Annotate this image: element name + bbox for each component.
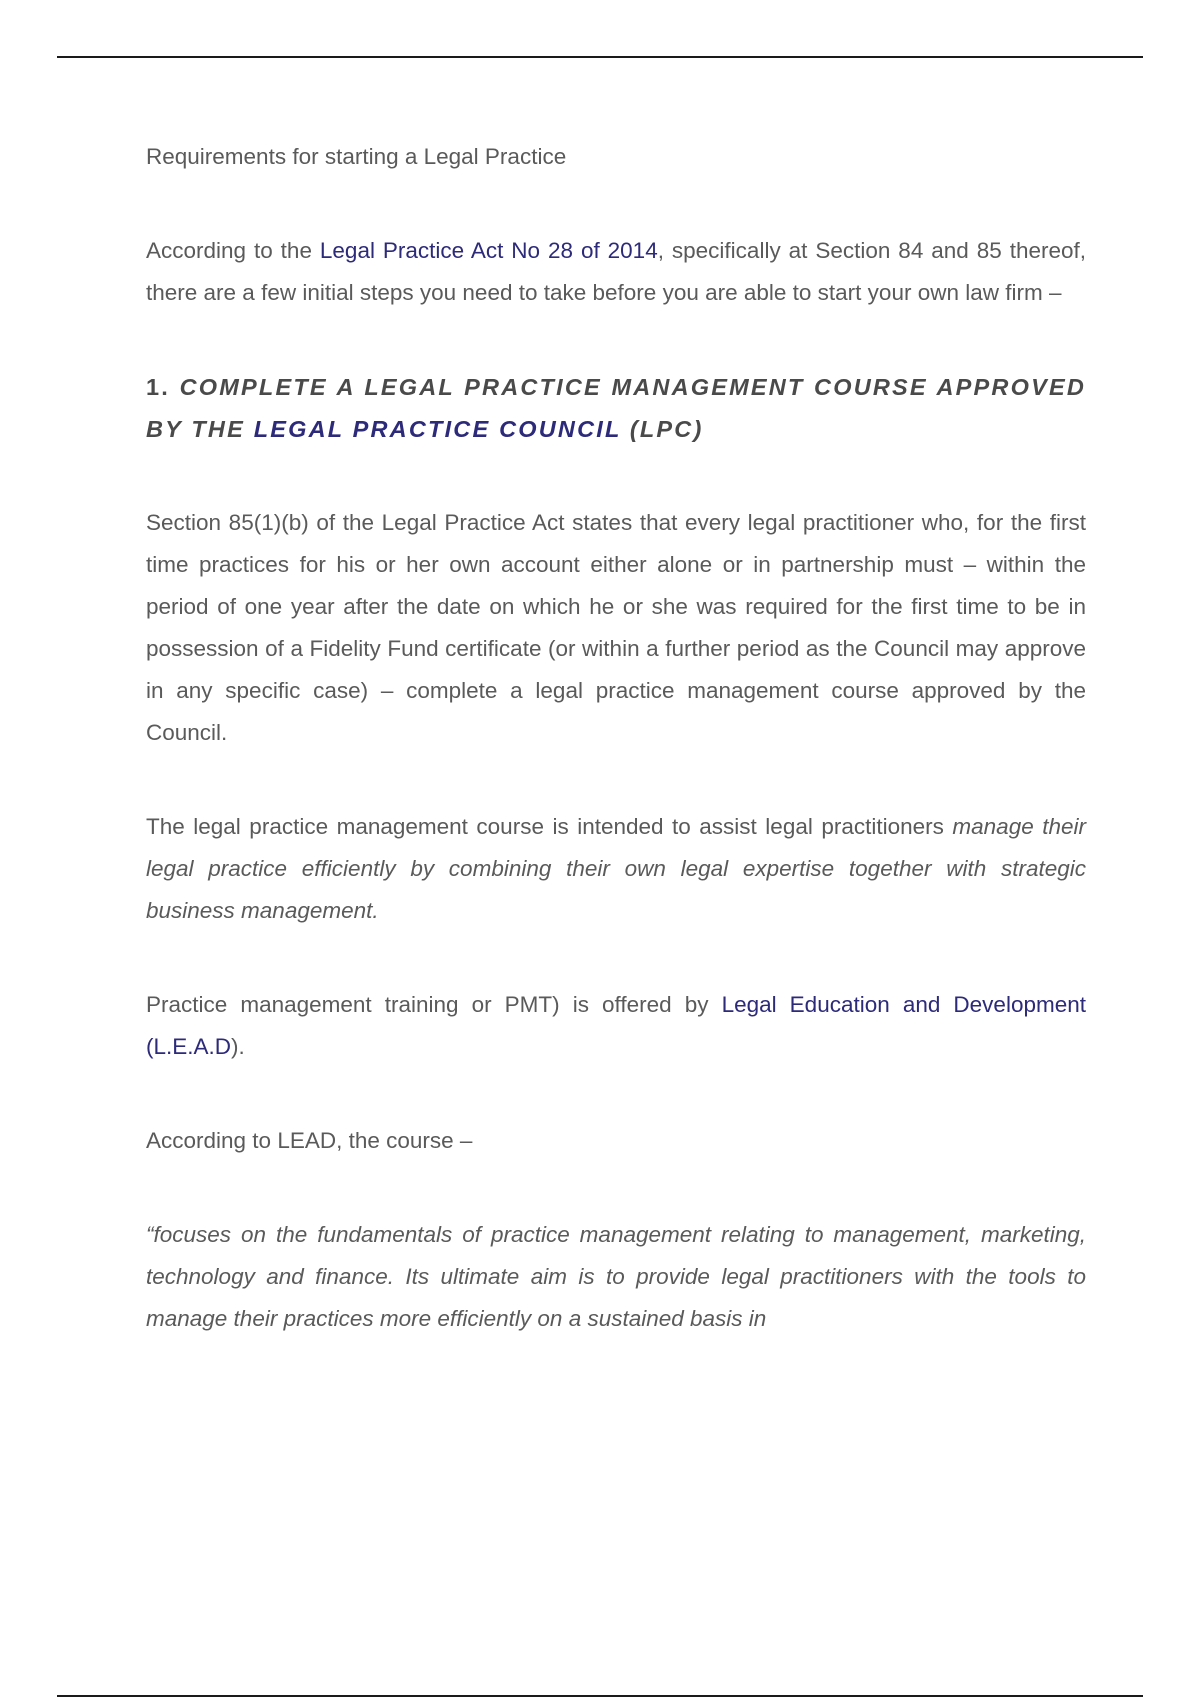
legal-practice-council-link[interactable]: LEGAL PRACTICE COUNCIL [253, 416, 622, 442]
intent-italic-text: manage their legal practice efficiently by combining their own legal expertise together with strategic business management. [146, 814, 1086, 923]
heading-number: 1. [146, 374, 170, 400]
legal-practice-act-link[interactable]: Legal Practice Act No 28 of 2014 [319, 238, 658, 263]
pmt-paragraph [146, 984, 1086, 1068]
lead-quote-paragraph: “focuses on the fundamentals of practice management relating to management, marketing, technology and finance. Its ultimate aim is to provide legal practitioners with the tools to manage their practices more efficiently on a sustained basis in [146, 1222, 1086, 1331]
intro-text-before: According to the [146, 238, 320, 263]
section-heading [146, 366, 1086, 450]
intro-paragraph [146, 230, 1086, 314]
course-intent-paragraph [146, 806, 1086, 932]
pmt-text-after: ). [231, 1034, 245, 1059]
heading-text-after: (LPC) [621, 416, 704, 442]
lead-intro-paragraph: According to LEAD, the course – [146, 1128, 473, 1153]
heading-text-before: COMPLETE A LEGAL PRACTICE MANAGEMENT COURSE APPROVED BY THE [146, 374, 1086, 442]
document-body [146, 136, 1086, 1340]
intent-plain-text: The legal practice management course is intended to assist legal practitioners [146, 814, 953, 839]
section-85-paragraph: Section 85(1)(b) of the Legal Practice Act states that every legal practitioner who, for the first time practices for his or her own account either alone or in partnership must – within the period of one year after the date on which he or she was required for the first time to be in possession of a Fidelity Fund certificate (or within a further period as the Council may approve in any specific case) – complete a legal practice management course approved by the Council. [146, 510, 1086, 745]
document-title: Requirements for starting a Legal Practice [146, 144, 567, 169]
bottom-rule [57, 1695, 1143, 1697]
pmt-text-before: Practice management training or PMT) is offered by [146, 992, 722, 1017]
lead-link[interactable]: Legal Education and Development (L.E.A.D [146, 992, 1086, 1059]
intro-text-after: , specifically at Section 84 and 85 thereof, there are a few initial steps you need to take before you are able to start your own law firm – [146, 238, 1086, 305]
top-rule [57, 56, 1143, 58]
